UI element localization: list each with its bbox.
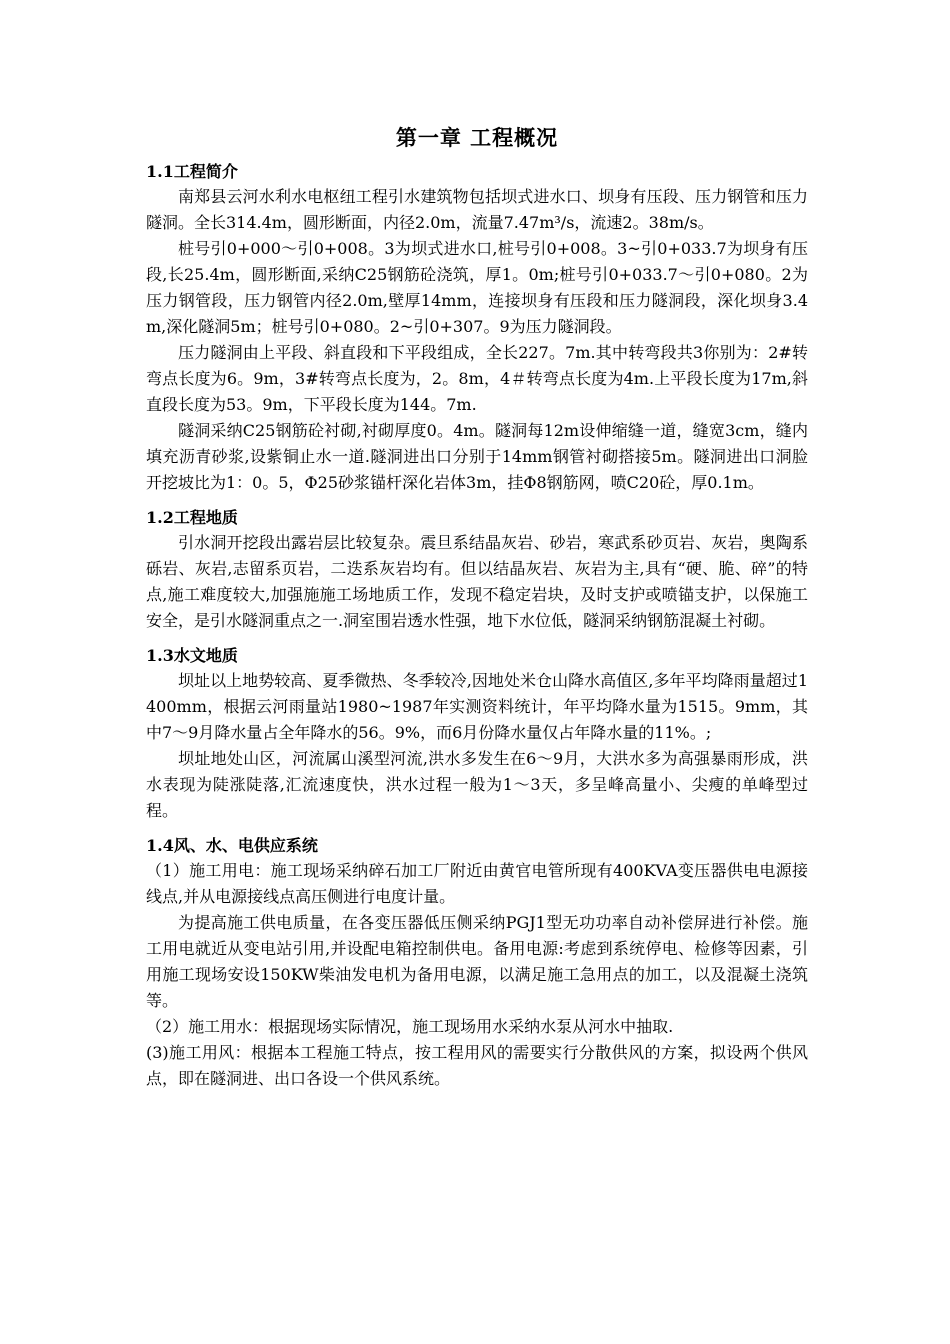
section-heading: 1.2工程地质 — [146, 508, 238, 527]
paragraph: （1）施工用电：施工现场采纳碎石加工厂附近由黄官电管所现有400KVA变压器供电电源接线点,并从电源接线点高压侧进行电度计量。 — [146, 861, 808, 906]
section-heading: 1.4风、水、电供应系统 — [146, 836, 318, 855]
section-heading: 1.1工程简介 — [146, 162, 238, 181]
paragraph: 南郑县云河水利水电枢纽工程引水建筑物包括坝式进水口、坝身有压段、压力钢管和压力隧洞。全长314.4m，圆形断面，内径2.0m，流量7.47m³/s，流速2。38m/s。 — [146, 187, 808, 232]
section-1-3 — [146, 644, 808, 824]
paragraph: 桩号引0+000～引0+008。3为坝式进水口,桩号引0+008。3~引0+033.7为坝身有压段,长25.4m，圆形断面,采纳C25钢筋砼浇筑，厚1。0m;桩号引0+033.7～引0+080。2为压力钢管段，压力钢管内径2.0m,壁厚14mm，连接坝身有压段和压力隧洞段，深化坝身3.4m,深化隧洞5m；桩号引0+080。2~引0+307。9为压力隧洞段。 — [146, 239, 808, 336]
section-heading: 1.3水文地质 — [146, 646, 238, 665]
document-page — [146, 122, 808, 1092]
paragraph: （2）施工用水：根据现场实际情况，施工现场用水采纳水泵从河水中抽取. — [146, 1017, 674, 1036]
paragraph: (3)施工用风：根据本工程施工特点，按工程用风的需要实行分散供风的方案，拟设两个供风点，即在隧洞进、出口各设一个供风系统。 — [146, 1043, 808, 1088]
section-1-4 — [146, 834, 808, 1092]
chapter-title: 第一章 工程概况 — [395, 125, 559, 150]
section-1-1 — [146, 160, 808, 496]
paragraph: 隧洞采纳C25钢筋砼衬砌,衬砌厚度0。4m。隧洞每12m设伸缩缝一道，缝宽3cm，缝内填充沥青砂浆,设紫铜止水一道.隧洞进出口分别于14mm钢管衬砌搭接5m。隧洞进出口洞脸开挖坡比为1：0。5，Φ25砂浆锚杆深化岩体3m，挂Φ8钢筋网，喷C20砼，厚0.1m。 — [146, 421, 808, 492]
paragraph: 坝址地处山区，河流属山溪型河流,洪水多发生在6～9月，大洪水多为高强暴雨形成，洪水表现为陡涨陡落,汇流速度快，洪水过程一般为1～3天，多呈峰高量小、尖瘦的单峰型过程。 — [146, 749, 808, 820]
paragraph: 引水洞开挖段出露岩层比较复杂。震旦系结晶灰岩、砂岩，寒武系砂页岩、灰岩，奥陶系砾岩、灰岩,志留系页岩，二迭系灰岩均有。但以结晶灰岩、灰岩为主,具有“硬、脆、碎”的特点,施工难度较大,加强施施工场地质工作，发现不稳定岩块，及时支护或喷锚支护，以保施工安全，是引水隧洞重点之一.洞室围岩透水性强，地下水位低，隧洞采纳钢筋混凝土衬砌。 — [146, 533, 808, 630]
section-1-2 — [146, 506, 808, 634]
paragraph: 压力隧洞由上平段、斜直段和下平段组成，全长227。7m.其中转弯段共3你别为：2#转弯点长度为6。9m，3#转弯点长度为，2。8m，4＃转弯点长度为4m.上平段长度为17m,斜直段长度为53。9m，下平段长度为144。7m. — [146, 343, 808, 414]
paragraph: 为提高施工供电质量，在各变压器低压侧采纳PGJ1型无功功率自动补偿屏进行补偿。施工用电就近从变电站引用,并设配电箱控制供电。备用电源:考虑到系统停电、检修等因素，引用施工现场安设150KW柴油发电机为备用电源，以满足施工急用点的加工，以及混凝土浇筑等。 — [146, 913, 808, 1010]
paragraph: 坝址以上地势较高、夏季微热、冬季较冷,因地处米仓山降水高值区,多年平均降雨量超过1400mm，根据云河雨量站1980~1987年实测资料统计，年平均降水量为1515。9mm，其中7～9月降水量占全年降水的56。9%，而6月份降水量仅占年降水量的11%。; — [146, 671, 808, 742]
